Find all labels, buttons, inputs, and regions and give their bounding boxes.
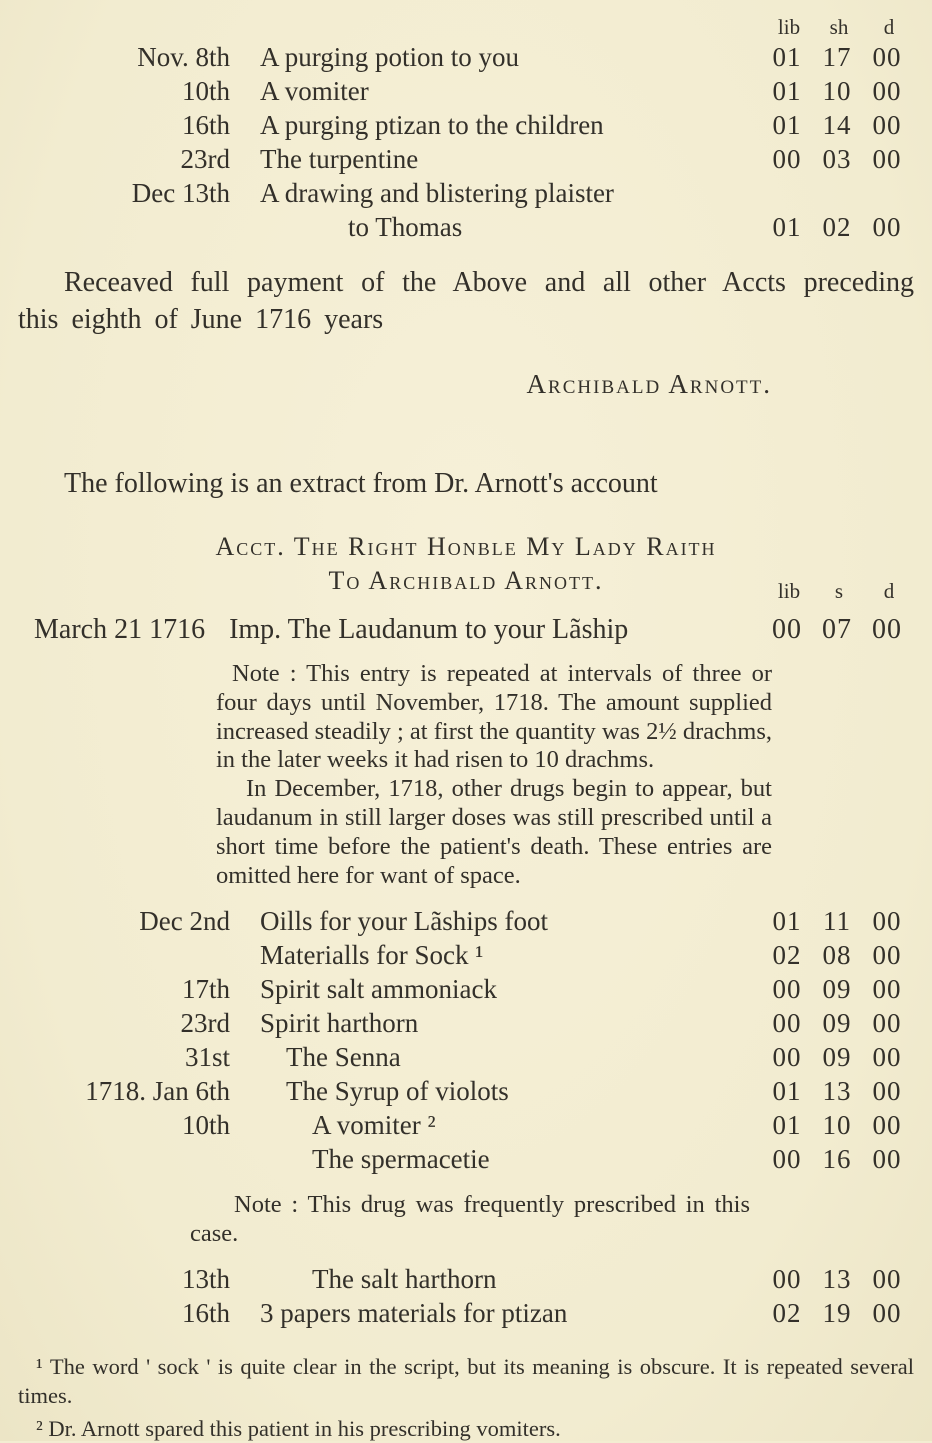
amount-sh: 10 bbox=[822, 1110, 852, 1141]
account-heading-line1: Acct. The Right Honble My Lady Raith bbox=[215, 532, 717, 561]
entry-amounts bbox=[762, 74, 914, 108]
amount-lib: 01 bbox=[772, 1076, 802, 1107]
account-table-2 bbox=[18, 904, 914, 1176]
entry-amounts bbox=[762, 40, 914, 74]
note-paragraph-2: In December, 1718, other drugs begin to appear, but laudanum in still larger doses was still prescribed until a short time before the patient's death. These entries are omitted here for want of space. bbox=[216, 775, 772, 889]
amount-sh: 09 bbox=[822, 1008, 852, 1039]
entry-amounts bbox=[762, 1108, 914, 1142]
note-block bbox=[216, 660, 772, 890]
entry-amounts bbox=[762, 1296, 914, 1330]
entry-amounts bbox=[762, 1262, 914, 1296]
entry-date: 23rd bbox=[180, 1008, 230, 1039]
column-headers-2 bbox=[764, 578, 914, 604]
amount-sh: 08 bbox=[822, 940, 852, 971]
entry-amounts bbox=[762, 108, 914, 142]
account-row bbox=[18, 1108, 914, 1142]
amount-lib: 00 bbox=[772, 974, 802, 1005]
col-header-lib: lib bbox=[777, 579, 801, 603]
amount-lib: 00 bbox=[772, 614, 802, 645]
col-header-sh: sh bbox=[829, 15, 849, 39]
amount-sh: 13 bbox=[822, 1264, 852, 1295]
amount-lib: 01 bbox=[772, 906, 802, 937]
amount-d: 00 bbox=[872, 1008, 902, 1039]
col-header-lib: lib bbox=[777, 15, 801, 39]
laudanum-entry-row bbox=[18, 612, 914, 648]
entry-item: A drawing and blistering plaister bbox=[260, 178, 614, 208]
entry-item: A purging ptizan to the children bbox=[260, 110, 604, 140]
entry-item: The turpentine bbox=[260, 144, 419, 174]
entry-item: A purging potion to you bbox=[260, 42, 520, 72]
entry-item: Spirit harthorn bbox=[260, 1008, 419, 1039]
entry-date: Dec 2nd bbox=[139, 906, 230, 937]
footnote-2: ² Dr. Arnott spared this patient in his prescribing vomiters. bbox=[36, 1416, 561, 1442]
account-row bbox=[18, 972, 914, 1006]
account-heading-line2: To Archibald Arnott. bbox=[328, 566, 604, 595]
entry-item: The salt harthorn bbox=[312, 1264, 497, 1295]
entry-amounts bbox=[762, 1040, 914, 1074]
entry-item: Oills for your Lãships foot bbox=[260, 906, 548, 937]
account-row bbox=[18, 74, 914, 108]
amount-d: 00 bbox=[872, 974, 902, 1005]
amount-sh: 17 bbox=[822, 42, 852, 72]
entry-date: 16th bbox=[181, 110, 230, 140]
account-row bbox=[18, 142, 914, 176]
entry-item: The spermacetie bbox=[312, 1144, 490, 1175]
col-header-d: d bbox=[883, 579, 895, 603]
account-row bbox=[18, 108, 914, 142]
amount-lib: 00 bbox=[772, 1144, 802, 1175]
entry-date: Nov. 8th bbox=[137, 42, 230, 72]
amount-sh: 16 bbox=[822, 1144, 852, 1175]
entry-date: 10th bbox=[181, 1110, 230, 1141]
amount-d: 00 bbox=[872, 1264, 902, 1295]
account-row bbox=[18, 1262, 914, 1296]
amount-d: 00 bbox=[872, 906, 902, 937]
entry-amounts bbox=[762, 1074, 914, 1108]
amount-lib: 02 bbox=[772, 1298, 802, 1329]
entry-date: 13th bbox=[181, 1264, 230, 1295]
entry-date: March 21 1716 bbox=[34, 614, 206, 645]
amount-sh: 11 bbox=[823, 906, 851, 937]
account-table-3 bbox=[18, 1262, 914, 1330]
amount-lib: 01 bbox=[772, 1110, 802, 1141]
note-paragraph-1: Note : This entry is repeated at intervals of three or four days until November, 1718. The amount supplied increased steadily ; at first the quantity was 2½ drachms, in the later weeks it had risen to 10 drachms. bbox=[216, 660, 772, 774]
amount-sh: 19 bbox=[822, 1298, 852, 1329]
entry-amounts bbox=[762, 210, 914, 244]
entry-amounts bbox=[762, 904, 914, 938]
amount-d: 00 bbox=[872, 110, 902, 140]
footnotes bbox=[18, 1352, 914, 1443]
entry-item: 3 papers materials for ptizan bbox=[260, 1298, 568, 1329]
amount-d: 00 bbox=[872, 1298, 902, 1329]
entry-amounts bbox=[762, 938, 914, 972]
amount-sh: 07 bbox=[822, 614, 852, 645]
entry-date: 31st bbox=[184, 1042, 230, 1073]
entry-amounts bbox=[762, 972, 914, 1006]
receipt-paragraph: Receaved full payment of the Above and all other Accts preceding this eighth of June 1716 years bbox=[18, 267, 914, 335]
amount-lib: 00 bbox=[772, 1264, 802, 1295]
col-header-d: d bbox=[883, 15, 895, 39]
amount-sh: 13 bbox=[822, 1076, 852, 1107]
account-row bbox=[18, 176, 914, 210]
account-row bbox=[18, 1296, 914, 1330]
entry-date: 1718. Jan 6th bbox=[85, 1076, 230, 1107]
amount-d: 00 bbox=[872, 940, 902, 971]
entry-item: Materialls for Sock ¹ bbox=[260, 940, 484, 971]
account-row bbox=[18, 40, 914, 74]
entry-date: Dec 13th bbox=[131, 178, 230, 208]
account-row bbox=[18, 1006, 914, 1040]
amount-lib: 01 bbox=[772, 212, 802, 242]
amount-sh: 14 bbox=[822, 110, 852, 140]
account-row bbox=[18, 1074, 914, 1108]
amount-d: 00 bbox=[872, 212, 902, 242]
account-row bbox=[18, 1040, 914, 1074]
entry-item: A vomiter bbox=[260, 76, 369, 106]
amount-lib: 01 bbox=[772, 110, 802, 140]
amount-d: 00 bbox=[872, 1144, 902, 1175]
entry-date: 17th bbox=[181, 974, 230, 1005]
signature: Archibald Arnott. bbox=[526, 369, 772, 399]
amount-sh: 09 bbox=[822, 1042, 852, 1073]
column-headers-1 bbox=[18, 14, 914, 40]
entry-item: Imp. The Laudanum to your Lãship bbox=[229, 614, 629, 645]
entry-item: The Syrup of violots bbox=[286, 1076, 509, 1107]
entry-item-continuation: to Thomas bbox=[348, 212, 463, 242]
entry-amounts bbox=[762, 1142, 914, 1176]
amount-d: 00 bbox=[872, 1110, 902, 1141]
account-heading bbox=[18, 530, 914, 603]
amount-sh: 02 bbox=[822, 212, 852, 242]
entry-date: 10th bbox=[181, 76, 230, 106]
amount-d: 00 bbox=[872, 614, 902, 645]
account-row bbox=[18, 1142, 914, 1176]
amount-lib: 01 bbox=[772, 42, 802, 72]
amount-lib: 00 bbox=[772, 1042, 802, 1073]
entry-amounts bbox=[762, 1006, 914, 1040]
account-row bbox=[18, 904, 914, 938]
entry-amounts bbox=[762, 612, 914, 648]
amount-lib: 00 bbox=[772, 144, 802, 174]
account-row bbox=[18, 210, 914, 244]
amount-d: 00 bbox=[872, 76, 902, 106]
account-table-1 bbox=[18, 14, 914, 244]
entry-amounts bbox=[762, 142, 914, 176]
account-row bbox=[18, 938, 914, 972]
col-header-s: s bbox=[834, 579, 844, 603]
amount-lib: 02 bbox=[772, 940, 802, 971]
amount-lib: 01 bbox=[772, 76, 802, 106]
amount-sh: 10 bbox=[822, 76, 852, 106]
note-block-2: Note : This drug was frequently prescribed in this case. bbox=[190, 1191, 750, 1248]
footnote-1: ¹ The word ' sock ' is quite clear in the script, but its meaning is obscure. It is repeated several times. bbox=[18, 1354, 914, 1409]
amount-lib: 00 bbox=[772, 1008, 802, 1039]
amount-d: 00 bbox=[872, 144, 902, 174]
amount-sh: 03 bbox=[822, 144, 852, 174]
entry-item: Spirit salt ammoniack bbox=[260, 974, 497, 1005]
entry-date: 23rd bbox=[180, 144, 230, 174]
entry-item: A vomiter ² bbox=[312, 1110, 436, 1141]
amount-d: 00 bbox=[872, 1076, 902, 1107]
extract-intro: The following is an extract from Dr. Arnott's account bbox=[64, 468, 658, 499]
amount-sh: 09 bbox=[822, 974, 852, 1005]
amount-d: 00 bbox=[872, 1042, 902, 1073]
amount-d: 00 bbox=[872, 42, 902, 72]
entry-item: The Senna bbox=[286, 1042, 401, 1073]
entry-date: 16th bbox=[181, 1298, 230, 1329]
